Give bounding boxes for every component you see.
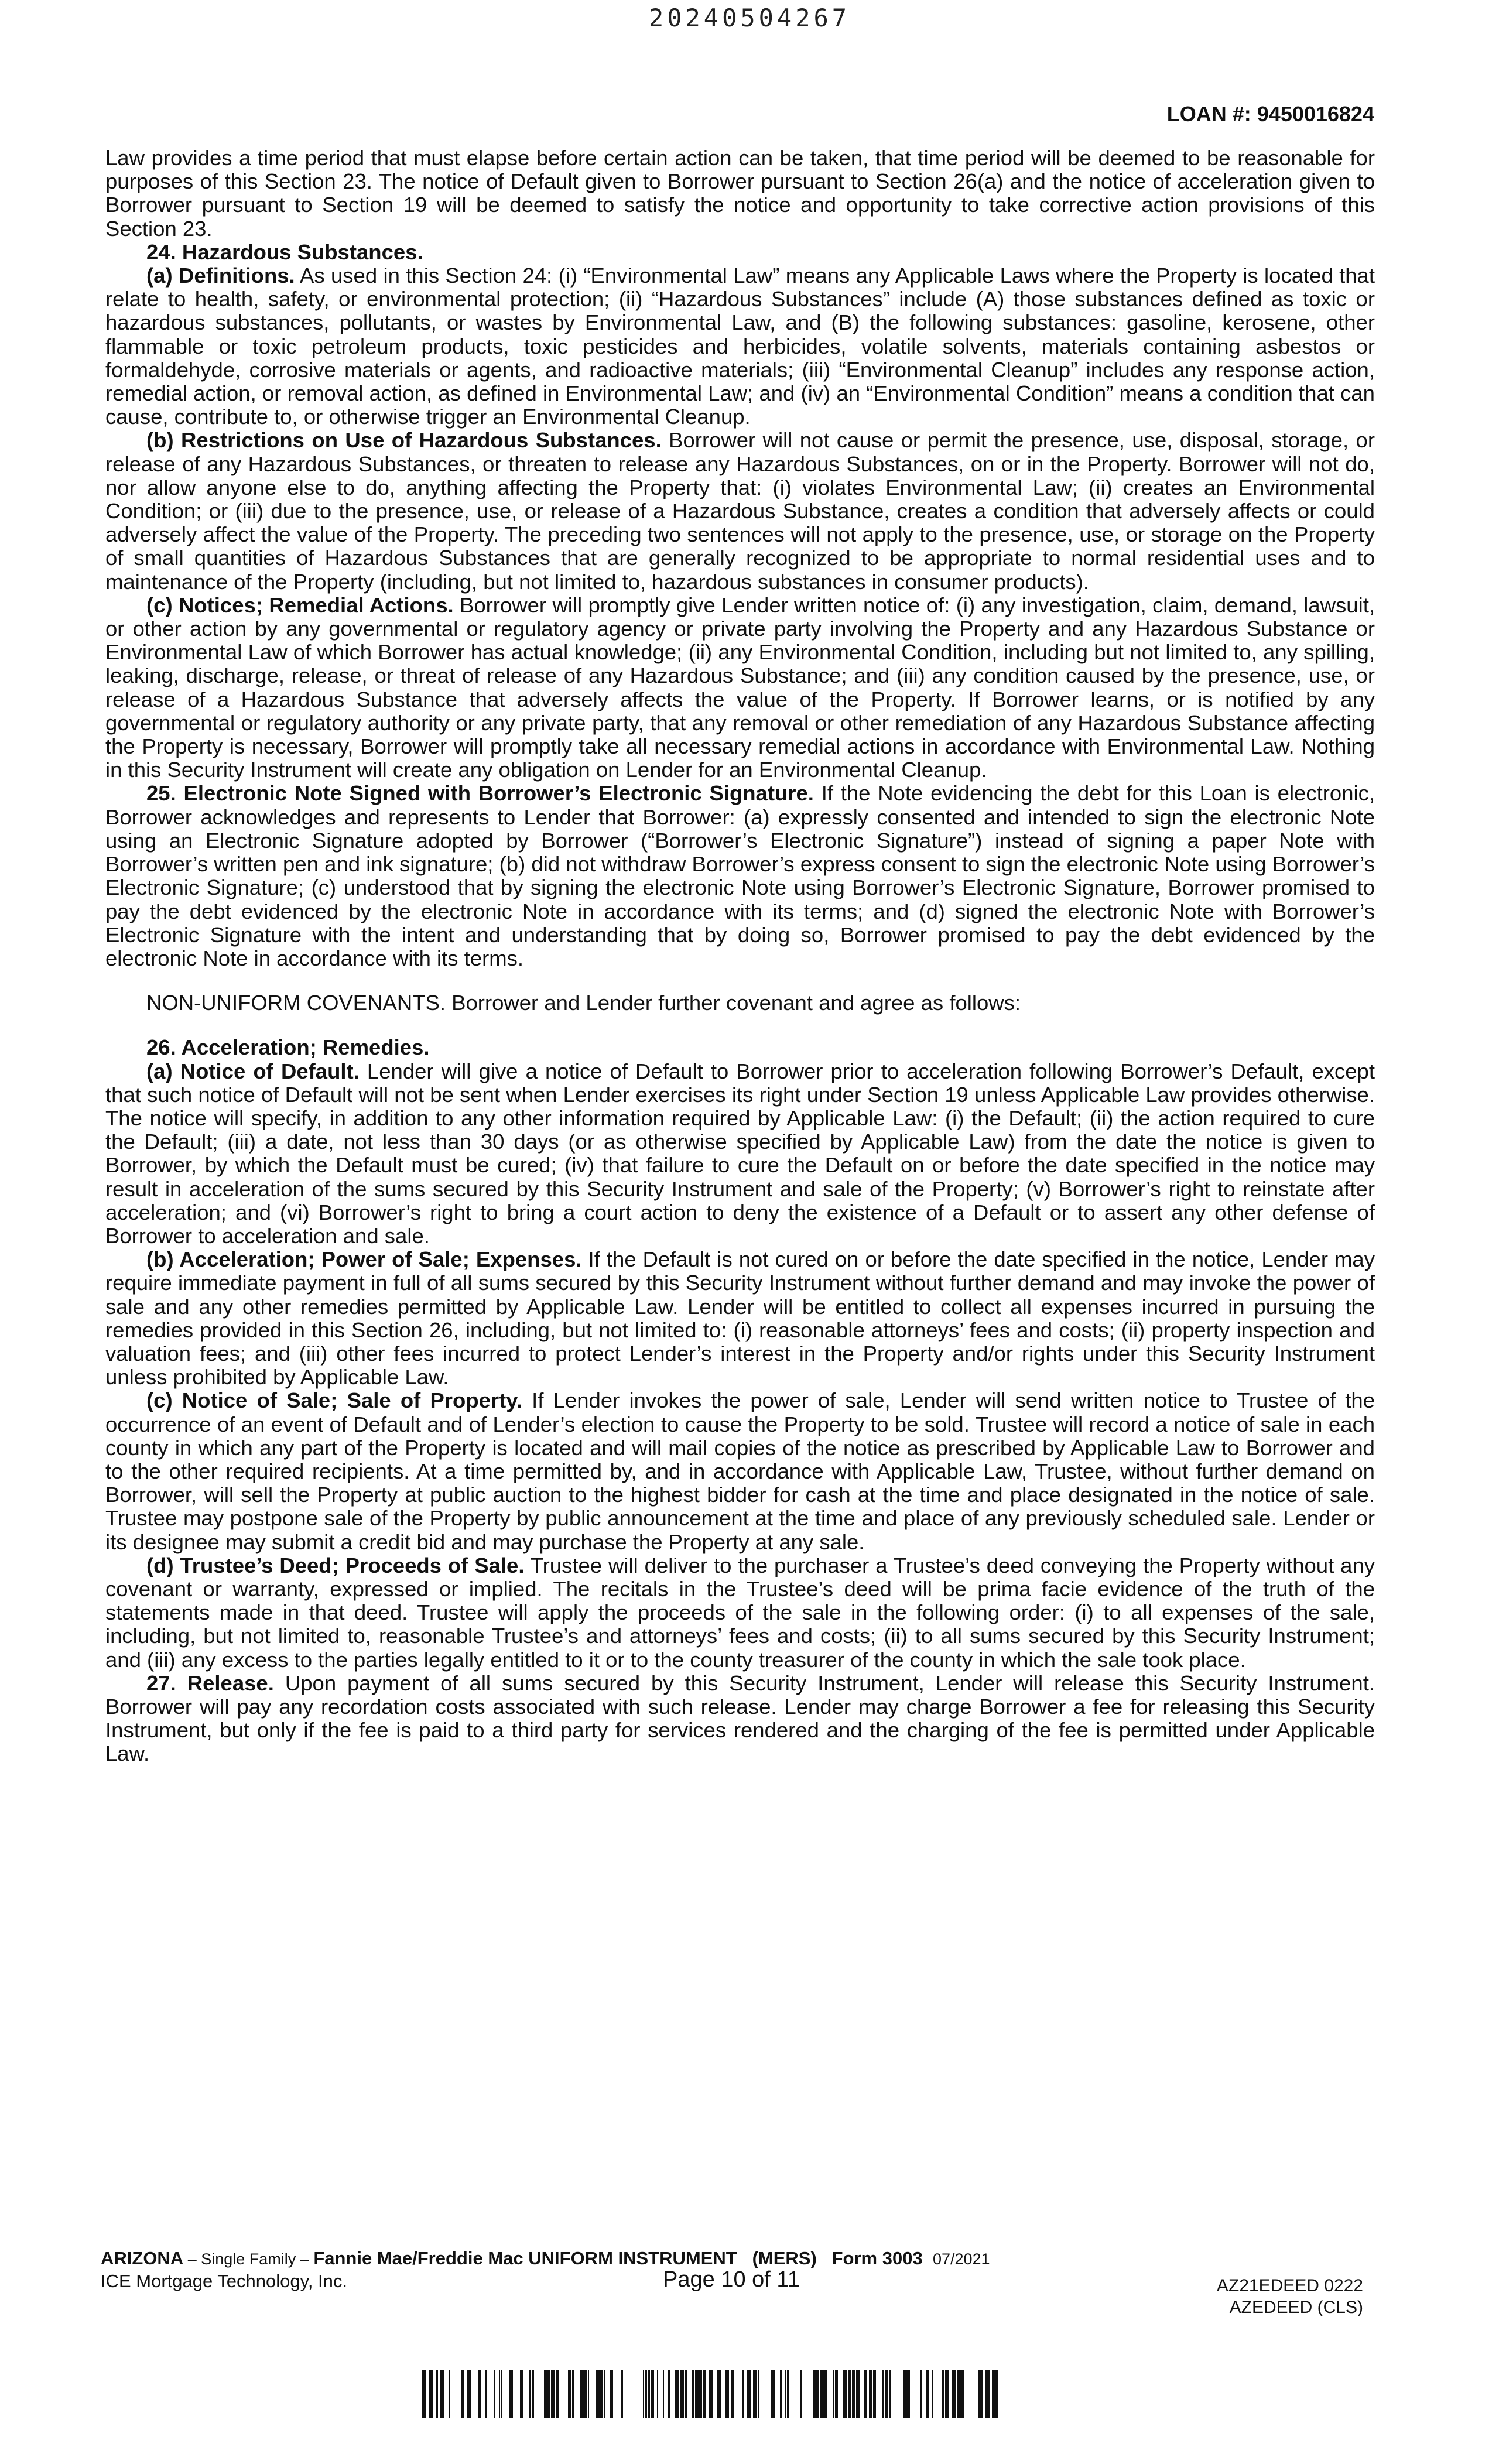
- form-description: [101, 2247, 990, 2270]
- section-text: Borrower will promptly give Lender written notice of: (i) any investigation, claim, demand, lawsuit, or other action by any governmental or regulatory agency or private party involving the Property and any Hazardous Substance or Environmental Law of which Borrower has actual knowledge; (ii) any Environmental Condition, including but not limited to, any spilling, leaking, discharge, release, or threat of release of any Hazardous Substance; and (iii) any condition caused by the presence, use, or release of a Hazardous Substance that adversely affects the value of the Property. If Borrower learns, or is notified by any governmental or regulatory authority or any private party, that any removal or other remediation of any Hazardous Substance affecting the Property is necessary, Borrower will promptly take all necessary remedial actions in accordance with Environmental Law. Nothing in this Security Instrument will create any obligation on Lender for an Environmental Cleanup.: [105, 593, 1375, 782]
- form-code-2: AZEDEED (CLS): [1229, 2298, 1363, 2317]
- section-title: (b) Restrictions on Use of Hazardous Substances.: [146, 428, 662, 453]
- form-mers: (MERS): [752, 2248, 817, 2268]
- non-uniform-covenants: NON-UNIFORM COVENANTS. Borrower and Lender further covenant and agree as follows:: [146, 991, 1021, 1015]
- section-24c: [105, 594, 1375, 782]
- form-state: ARIZONA: [101, 2248, 184, 2268]
- section-24b: [105, 429, 1375, 593]
- form-footer: [101, 2247, 990, 2292]
- section-26b: [105, 1248, 1375, 1389]
- section-title: 24. Hazardous Substances.: [146, 239, 423, 264]
- loan-number: LOAN #: 9450016824: [1166, 102, 1374, 126]
- form-instrument: Fannie Mae/Freddie Mac UNIFORM INSTRUMENT: [313, 2248, 737, 2268]
- barcode-icon: [422, 2370, 1007, 2418]
- continued-paragraph: Law provides a time period that must elapse before certain action can be taken, that time period will be deemed to be reasonable for purposes of this Section 23. The notice of Default given to Borrower pursuant to Section 26(a) and the notice of acceleration given to Borrower pursuant to Section 19 will be deemed to satisfy the notice and opportunity to take corrective action provisions of this Section 23.: [105, 146, 1375, 241]
- section-26-heading: [105, 1036, 1375, 1059]
- form-codes: [1217, 2275, 1363, 2318]
- section-title: (d) Trustee’s Deed; Proceeds of Sale.: [146, 1553, 525, 1577]
- section-text: Borrower will not cause or permit the presence, use, disposal, storage, or release of any Hazardous Substances, or threaten to release any Hazardous Substances, on or in the Property. Borrower will not do, nor allow anyone else to do, anything affecting the Property that: (i) violates Environmental Law; (ii) creates an Environmental Condition; or (iii) due to the presence, use, or release of a Hazardous Substance, creates a condition that adversely affects or could adversely affect the value of the Property. The preceding two sentences will not apply to the presence, use, or storage on the Property of small quantities of Hazardous Substances that are generally recognized to be appropriate to normal residential uses and to maintenance of the Property (including, but not limited to, hazardous substances in consumer products).: [105, 428, 1375, 594]
- section-text: Trustee will deliver to the purchaser a Trustee’s deed conveying the Property without any covenant or warranty, expressed or implied. The recitals in the Trustee’s deed will be prima facie evidence of the truth of the statements made in that deed. Trustee will apply the proceeds of the sale in the following order: (i) to all expenses of the sale, including, but not limited to, reasonable Trustee’s and attorneys’ fees and costs; (ii) to all sums secured by this Security Instrument; and (iii) any excess to the parties legally entitled to it or to the county treasurer of the county in which the sale took place.: [105, 1553, 1375, 1672]
- form-vendor: ICE Mortgage Technology, Inc.: [101, 2271, 348, 2291]
- form-code-1: AZ21EDEED 0222: [1216, 2276, 1363, 2295]
- section-24a: [105, 264, 1375, 429]
- section-26a: [105, 1060, 1375, 1248]
- form-date: 07/2021: [932, 2250, 990, 2268]
- section-26c: [105, 1389, 1375, 1553]
- section-title: 27. Release.: [146, 1671, 274, 1695]
- section-title: (b) Acceleration; Power of Sale; Expenses.: [146, 1247, 582, 1272]
- section-26d: [105, 1554, 1375, 1672]
- section-24-heading: [105, 241, 1375, 264]
- section-text: If Lender invokes the power of sale, Lender will send written notice to Trustee of the occurrence of an event of Default and of Lender’s election to cause the Property to be sold. Trustee will record a notice of sale in each county in which any part of the Property is located and will mail copies of the notice as prescribed by Applicable Law to Borrower and to the other required recipients. At a time permitted by, and in accordance with Applicable Law, Trustee, without further demand on Borrower, will sell the Property at public auction to the highest bidder for cash at the time and place designated in the notice of sale. Trustee may postpone sale of the Property by public announcement at the time and place of any previously scheduled sale. Lender or its designee may submit a credit bid and may purchase the Property at any sale.: [105, 1388, 1375, 1554]
- section-text: Lender will give a notice of Default to Borrower prior to acceleration following Borrower’s Default, except that such notice of Default will not be sent when Lender exercises its right under Section 19 unless Applicable Law provides otherwise. The notice will specify, in addition to any other information required by Applicable Law: (i) the Default; (ii) the action required to cure the Default; (iii) a date, not less than 30 days (or as otherwise specified by Applicable Law) from the date the notice is given to Borrower, by which the Default must be cured; (iv) that failure to cure the Default on or before the date specified in the notice may result in acceleration of the sums secured by this Security Instrument and sale of the Property; (v) Borrower’s right to reinstate after acceleration; and (vi) Borrower’s right to bring a court action to deny the existence of a Default or to assert any other defense of Borrower to acceleration and sale.: [105, 1059, 1375, 1248]
- section-title: 25. Electronic Note Signed with Borrower’s Electronic Signature.: [146, 781, 814, 806]
- form-sep: – Single Family –: [183, 2250, 314, 2268]
- section-title: (c) Notice of Sale; Sale of Property.: [146, 1388, 522, 1413]
- section-title: (a) Definitions.: [146, 263, 295, 288]
- document-body: [105, 146, 1375, 1766]
- section-text: If the Note evidencing the debt for this Loan is electronic, Borrower acknowledges and represents to Lender that Borrower: (a) expressly consented and intended to sign the electronic Note using an Electronic Signature adopted by Borrower (“Borrower’s Electronic Signature”) instead of signing a paper Note with Borrower’s written pen and ink signature; (b) did not withdraw Borrower’s express consent to sign the electronic Note using Borrower’s Electronic Signature; (c) understood that by signing the electronic Note using Borrower’s Electronic Signature, Borrower promised to pay the debt evidenced by the electronic Note in accordance with its terms; and (d) signed the electronic Note with Borrower’s Electronic Signature with the intent and understanding that by doing so, Borrower promised to pay the debt evidenced by the electronic Note in accordance with its terms.: [105, 781, 1375, 970]
- section-text: If the Default is not cured on or before the date specified in the notice, Lender may require immediate payment in full of all sums secured by this Security Instrument without further demand and may invoke the power of sale and any other remedies permitted by Applicable Law. Lender will be entitled to collect all expenses incurred in pursuing the remedies provided in this Section 26, including, but not limited to: (i) reasonable attorneys’ fees and costs; (ii) property inspection and valuation fees; and (iii) other fees incurred to protect Lender’s interest in the Property and/or rights under this Security Instrument unless prohibited by Applicable Law.: [105, 1247, 1375, 1390]
- section-title: (c) Notices; Remedial Actions.: [146, 593, 454, 617]
- section-25: [105, 782, 1375, 970]
- section-title: 26. Acceleration; Remedies.: [146, 1035, 430, 1060]
- recording-number: 20240504267: [648, 4, 851, 32]
- section-27: [105, 1672, 1375, 1766]
- form-number: Form 3003: [831, 2248, 923, 2268]
- section-text: As used in this Section 24: (i) “Environmental Law” means any Applicable Laws where the Property is located that relate to health, safety, or environmental protection; (ii) “Hazardous Substances” include (A) those substances defined as toxic or hazardous substances, pollutants, or wastes by Environmental Law, and (B) the following substances: gasoline, kerosene, other flammable or toxic petroleum products, toxic pesticides and herbicides, volatile solvents, materials containing asbestos or formaldehyde, corrosive materials or agents, and radioactive materials; (iii) “Environmental Cleanup” includes any response action, remedial action, or removal action, as defined in Environmental Law; and (iv) an “Environmental Condition” means a condition that can cause, contribute to, or otherwise trigger an Environmental Cleanup.: [105, 263, 1375, 429]
- section-text: Upon payment of all sums secured by this Security Instrument, Lender will release this Security Instrument. Borrower will pay any recordation costs associated with such release. Lender may charge Borrower a fee for releasing this Security Instrument, but only if the fee is paid to a third party for services rendered and the charging of the fee is permitted under Applicable Law.: [105, 1671, 1375, 1766]
- section-title: (a) Notice of Default.: [146, 1059, 360, 1083]
- page-number: Page 10 of 11: [663, 2267, 800, 2292]
